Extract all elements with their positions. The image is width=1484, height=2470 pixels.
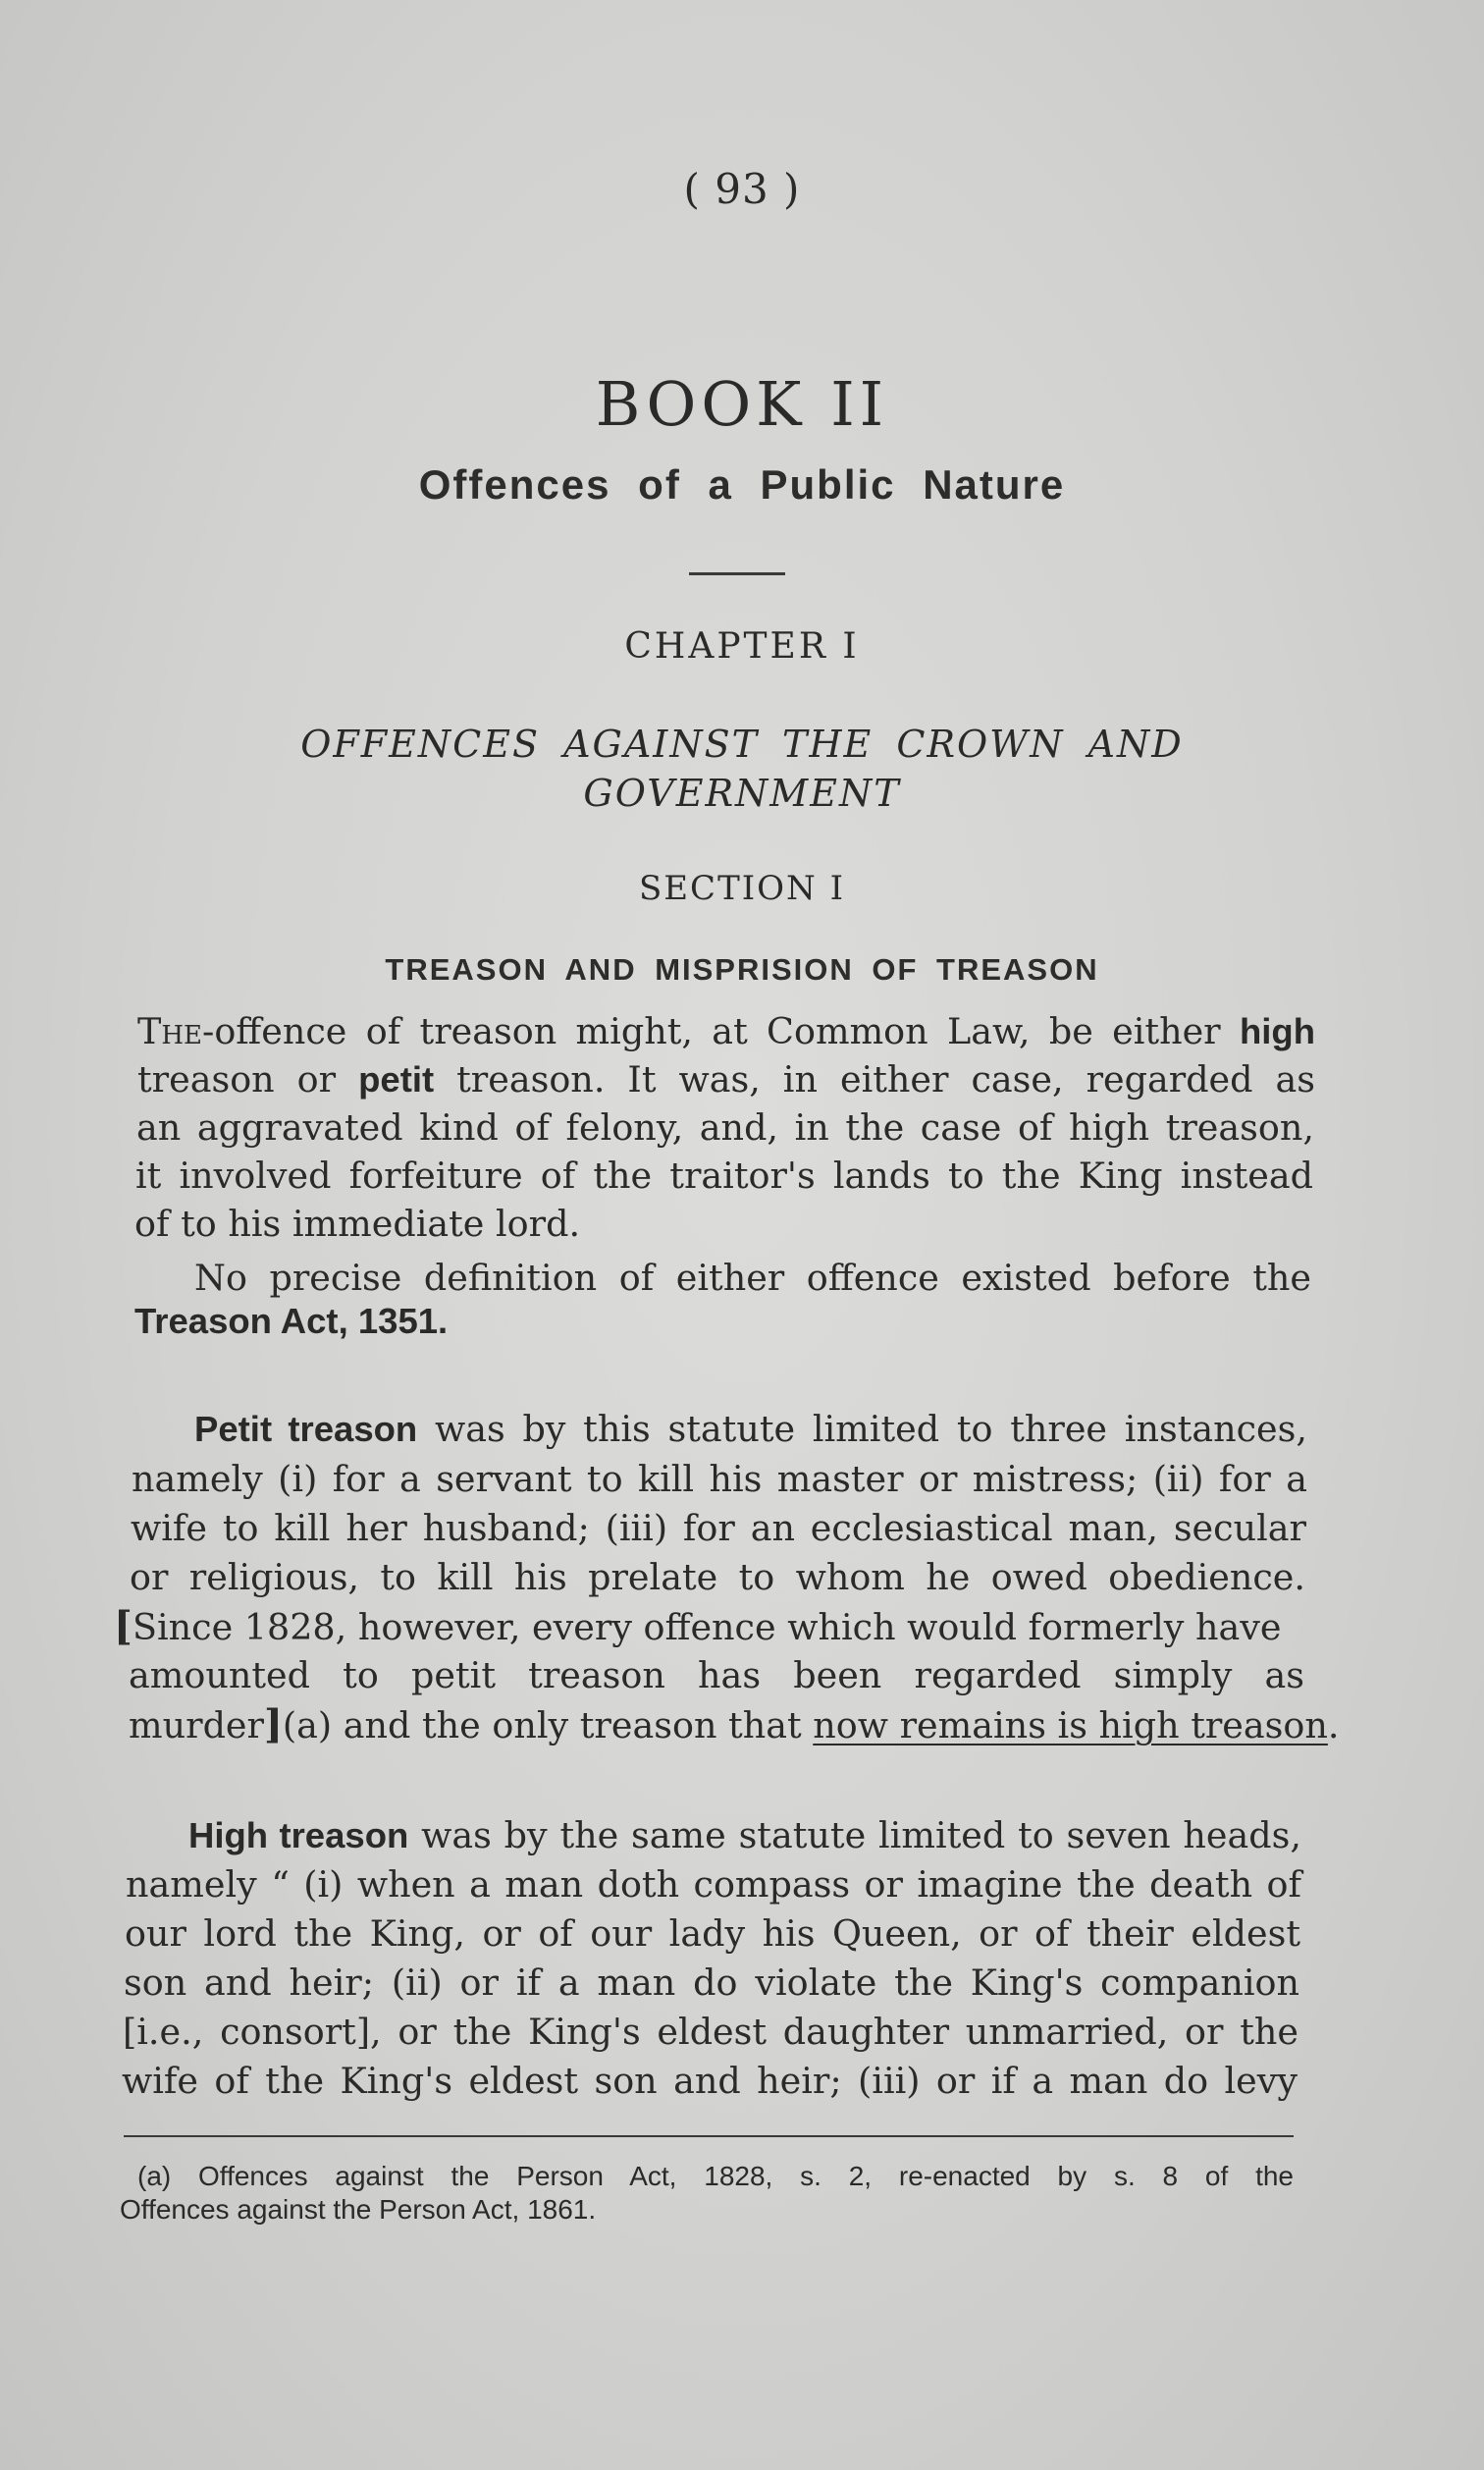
book-heading: BOOK II	[595, 368, 889, 440]
paragraph-line: murder](a) and the only treason that now remains is high treason.	[129, 1701, 1340, 1747]
paragraph-line: namely “ (i) when a man doth compass or imagine the death of	[126, 1863, 1301, 1906]
paragraph-line: [i.e., consort], or the King's eldest daughter unmarried, or the	[123, 2011, 1298, 2053]
margin-bracket-close: ]	[263, 1701, 283, 1747]
paragraph-line: Petit treason was by this statute limited to three instances,	[194, 1408, 1307, 1450]
footnote-line: Offences against the Person Act, 1861.	[120, 2194, 597, 2225]
margin-bracket-open: [	[114, 1603, 132, 1649]
paragraph-line: [Since 1828, however, every offence which would formerly have	[114, 1603, 1282, 1649]
chapter-title	[0, 720, 1484, 818]
paragraph-line: or religious, to kill his prelate to whom he owed obedience.	[130, 1556, 1305, 1598]
paragraph-line: amounted to petit treason has been regarded simply as	[129, 1654, 1304, 1696]
paragraph-line: Treason Act, 1351.	[134, 1301, 449, 1341]
footnote-rule	[124, 2135, 1294, 2137]
section-heading: SECTION I	[638, 869, 846, 908]
paragraph-line: namely (i) for a servant to kill his master or mistress; (ii) for a	[132, 1458, 1307, 1500]
section-title: TREASON AND MISPRISION OF TREASON	[385, 952, 1099, 987]
divider-rule	[689, 572, 785, 575]
paragraph-line: our lord the King, or of our lady his Queen, or of their eldest	[125, 1912, 1300, 1955]
footnote-line: (a) Offences against the Person Act, 1828, s. 2, re-enacted by s. 8 of the	[137, 2161, 1294, 2191]
paragraph-line: wife to kill her husband; (iii) for an ecclesiastical man, secular	[131, 1507, 1306, 1549]
page-number: ( 93 )	[683, 165, 801, 213]
paragraph-line: High treason was by the same statute limited to seven heads,	[188, 1814, 1301, 1856]
paragraph-line: The-offence of treason might, at Common Law, be either high	[137, 1010, 1315, 1052]
chapter-title-line-1: OFFENCES AGAINST THE CROWN AND	[300, 723, 1184, 766]
underlined-phrase: now remains is high treason	[813, 1704, 1328, 1746]
paragraph-line: treason or petit treason. It was, in either case, regarded as	[137, 1058, 1315, 1101]
chapter-title-line-2: GOVERNMENT	[583, 772, 901, 815]
paragraph-line: wife of the King's eldest son and heir; (iii) or if a man do levy	[122, 2060, 1298, 2102]
book-subtitle: Offences of a Public Nature	[418, 461, 1066, 508]
paragraph-line: son and heir; (ii) or if a man do violate the King's companion	[124, 1961, 1299, 2004]
paragraph-line: it involved forfeiture of the traitor's lands to the King instead	[135, 1154, 1313, 1197]
paragraph-line: of to his immediate lord.	[134, 1203, 581, 1245]
chapter-heading: CHAPTER I	[624, 626, 860, 667]
paragraph-line: No precise definition of either offence existed before the	[194, 1257, 1311, 1299]
paragraph-line: an aggravated kind of felony, and, in the case of high treason,	[136, 1106, 1314, 1149]
